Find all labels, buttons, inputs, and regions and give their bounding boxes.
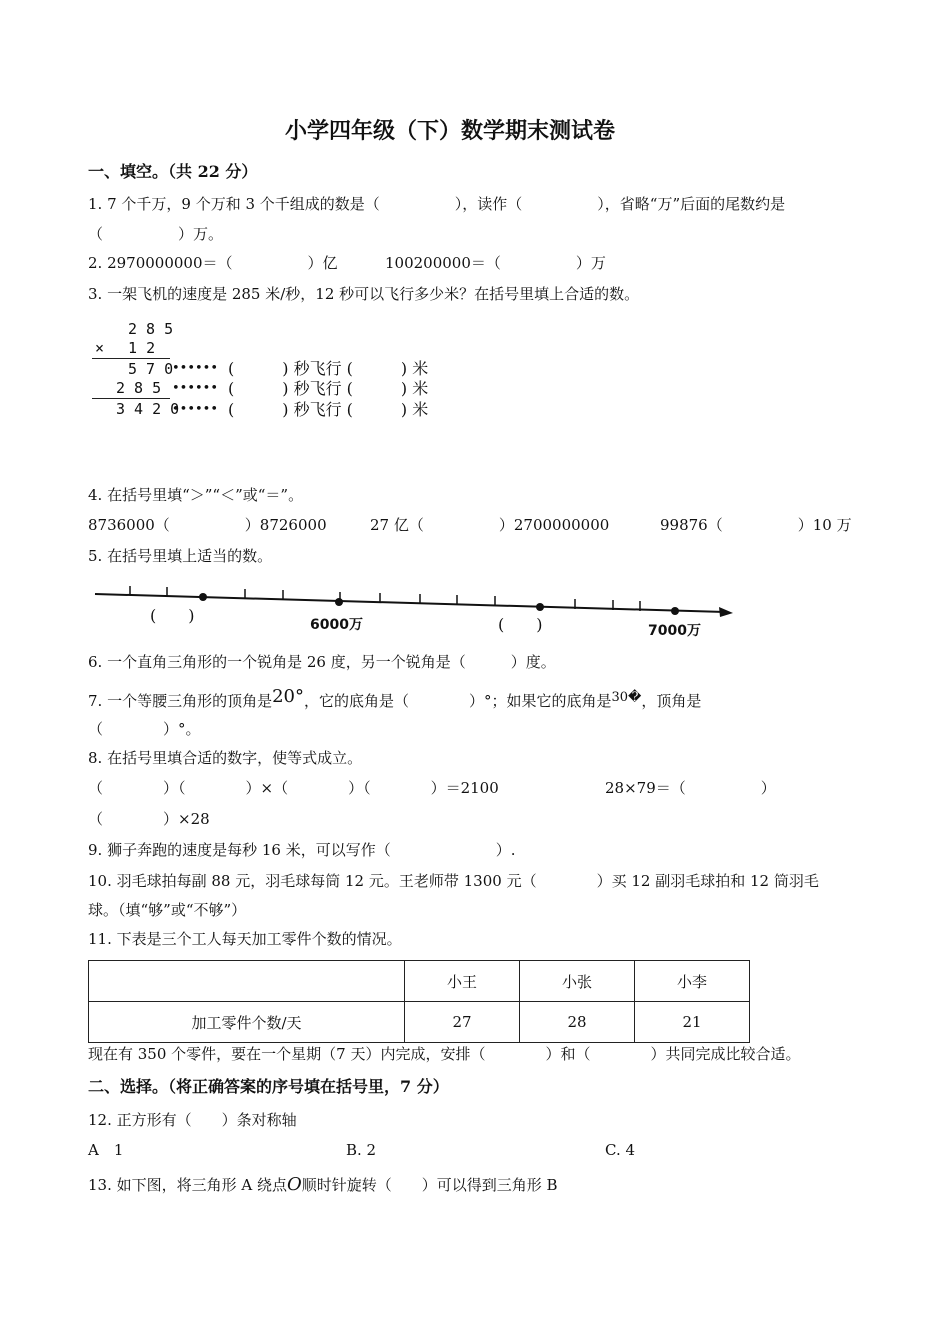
q7-pre: 7. 一个等腰三角形的顶角是 [88,692,273,710]
q1-line1: 1. 7 个千万，9 个万和 3 个千组成的数是（ ），读作（ ），省略“万”后面的尾数约是 [88,195,786,213]
point-marker [536,603,544,611]
q8-part-c: （ ）×28 [88,810,210,828]
q13-post: 顺时针旋转（ ）可以得到三角形 B [301,1176,558,1194]
table-cell: 加工零件个数/天 [89,1002,405,1043]
point-6000-marker [335,598,343,606]
q8-part-a: （ ）（ ）×（ ）（ ）＝2100 [88,779,499,797]
calc-row-text-3: ( ) 秒飞行 ( ) 米 [228,400,429,419]
q8-text: 8. 在括号里填合适的数字，使等式成立。 [88,749,363,767]
q8-part-b: 28×79＝（ ） [605,779,776,797]
q3-text: 3. 一架飞机的速度是 285 米/秒，12 秒可以飞行多少米？在括号里填上合适的数。 [88,285,640,303]
q11-after-text: 现在有 350 个零件，要在一个星期（7 天）内完成，安排（ ）和（ ）共同完成比较合适。 [88,1045,801,1063]
calc-dots-3: •••••• [172,402,219,417]
q12-option-a: A 1 [88,1141,124,1159]
q11-text: 11. 下表是三个工人每天加工零件个数的情况。 [88,930,402,948]
calc-result: 3 4 2 0 [116,400,180,418]
q11-table [88,960,750,1043]
point-marker [199,593,207,601]
table-cell: 28 [520,1002,635,1043]
q12-option-b: B. 2 [346,1141,377,1159]
q4-part-c: 99876（ ）10 万 [660,516,852,534]
q4-part-a: 8736000（ ）8726000 [88,516,327,534]
table-header-cell [89,961,405,1002]
calc-multiplier: × 1 2 [95,339,156,357]
q7-mid: ，它的底角是（ ）°；如果它的底角是 [304,692,612,710]
q12-text: 12. 正方形有（ ）条对称轴 [88,1111,297,1129]
number-line-arrow [719,607,733,617]
calc-row-text-1: ( ) 秒飞行 ( ) 米 [228,359,429,378]
q7-line2: （ ）°。 [88,720,201,738]
q13-text [88,1176,558,1194]
table-header-cell: 小张 [520,961,635,1002]
section-1-heading: 一、填空。（共 22 分） [88,162,258,181]
calc-rule-1 [92,358,170,359]
table-header-cell: 小李 [635,961,750,1002]
calc-partial-2: 2 8 5 [116,379,162,397]
q7-angle-30: 30� [611,690,642,705]
table-row [89,1002,750,1043]
q10-line2: 球。（填“够”或“不够”） [88,901,247,919]
q2-part-b: 100200000＝（ ）万 [385,254,606,272]
page-title: 小学四年级（下）数学期末测试卷 [285,118,616,144]
calc-partial-1: 5 7 0 [128,360,174,378]
section-2-heading: 二、选择。（将正确答案的序号填在括号里，7 分） [88,1077,449,1096]
table-cell: 27 [405,1002,520,1043]
q1-line2: （ ）万。 [88,225,224,243]
q7-angle-20: 20° [272,686,304,707]
number-line-label-7000: 7000万 [648,623,701,639]
q4-text: 4. 在括号里填“＞”“＜”或“＝”。 [88,486,304,504]
q4-part-b: 27 亿（ ）2700000000 [370,516,610,534]
q5-text: 5. 在括号里填上适当的数。 [88,547,273,565]
calc-multiplicand: 2 8 5 [128,320,174,338]
number-line-label-6000: 6000万 [310,617,363,633]
number-line-blank-2: ( ) [498,615,543,634]
calc-rule-2 [92,398,170,399]
table-header-cell: 小王 [405,961,520,1002]
q13-point-o: O [287,1174,302,1195]
q10-line1: 10. 羽毛球拍每副 88 元，羽毛球每筒 12 元。王老师带 1300 元（ ）买 12 副羽毛球拍和 12 筒羽毛 [88,872,819,890]
q7-line1 [88,686,702,710]
point-7000-marker [671,607,679,615]
number-line-blank-1: ( ) [150,606,195,625]
q13-pre: 13. 如下图，将三角形 A 绕点 [88,1176,287,1194]
calc-dots-2: •••••• [172,381,219,396]
q2-part-a: 2. 2970000000＝（ ）亿 [88,254,338,272]
table-cell: 21 [635,1002,750,1043]
table-header-row [89,961,750,1002]
calc-row-text-2: ( ) 秒飞行 ( ) 米 [228,379,429,398]
q7-post: ，顶角是 [641,692,702,710]
q6-text: 6. 一个直角三角形的一个锐角是 26 度，另一个锐角是（ ）度。 [88,653,556,671]
q12-option-c: C. 4 [605,1141,636,1159]
q9-text: 9. 狮子奔跑的速度是每秒 16 米，可以写作（ ）. [88,841,516,859]
calc-dots-1: •••••• [172,361,219,376]
